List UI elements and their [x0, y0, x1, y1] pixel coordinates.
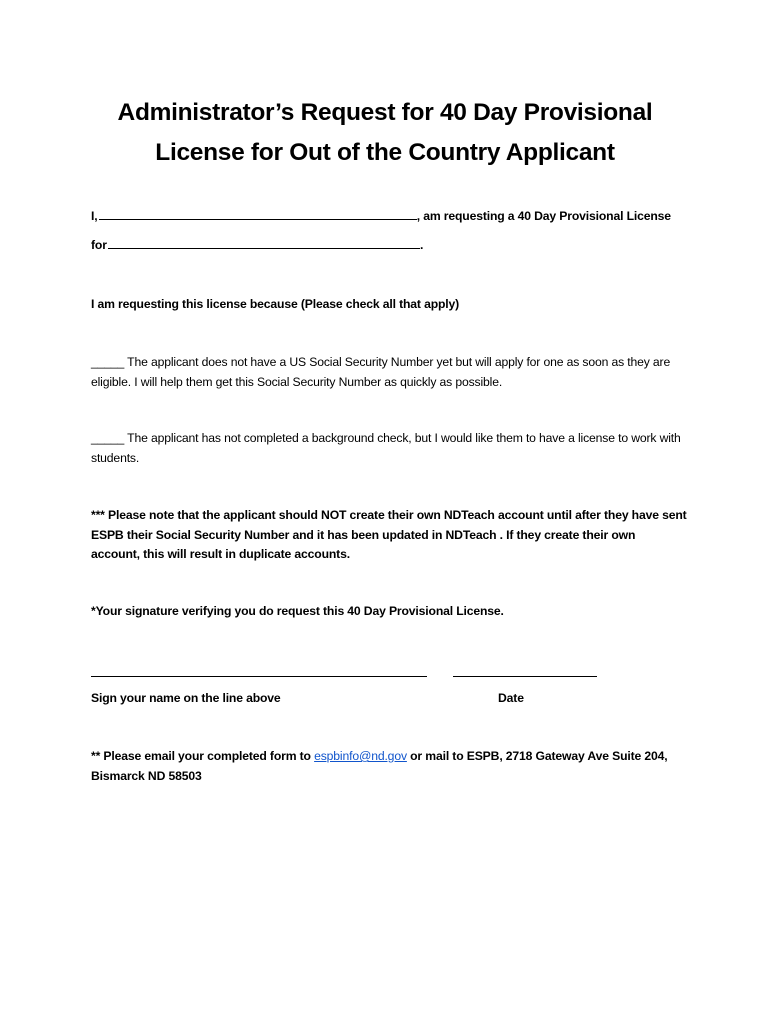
- ndteach-note: *** Please note that the applicant should NOT create their own NDTeach account until after they have sent ESPB their Social Security Number and it has been updated in NDTeach . If they create their own account, this will result in duplicate accounts.: [91, 508, 687, 561]
- footer-prefix: ** Please email your completed form to: [91, 749, 311, 763]
- footer-suffix: or mail to ESPB, 2718 Gateway Ave Suite 204, Bismarck ND 58503: [91, 749, 668, 783]
- date-label: Date: [498, 691, 524, 705]
- signature-line[interactable]: [91, 676, 427, 677]
- reason-checkbox-background-check[interactable]: _____: [91, 431, 125, 445]
- intro-prefix: I,: [91, 209, 98, 223]
- applicant-name-field[interactable]: [108, 237, 420, 249]
- reason-item-background-check: [91, 429, 691, 468]
- intro-suffix: , am requesting a 40 Day Provisional License: [416, 209, 671, 223]
- title-line-1: Administrator’s Request for 40 Day Provisional: [117, 99, 653, 126]
- reason-checkbox-ssn[interactable]: _____: [91, 355, 125, 369]
- document-title: [0, 93, 770, 173]
- intro-line-2: [91, 236, 423, 255]
- reasons-heading: I am requesting this license because (Please check all that apply): [91, 297, 460, 311]
- reason-text-background-check: The applicant has not completed a background check, but I would like them to have a license to work with students.: [91, 431, 681, 465]
- reason-text-ssn: The applicant does not have a US Social Security Number yet but will apply for one as soon as they are eligible. I will help them get this Social Security Number as quickly as possible.: [91, 355, 671, 389]
- footer-instructions: [91, 747, 681, 786]
- date-line[interactable]: [453, 676, 597, 677]
- signature-statement: *Your signature verifying you do request this 40 Day Provisional License.: [91, 604, 504, 618]
- intro-line-1: [91, 207, 671, 226]
- email-link[interactable]: espbinfo@nd.gov: [314, 749, 407, 763]
- reason-item-ssn: [91, 353, 691, 392]
- intro-period: .: [420, 238, 424, 252]
- title-line-2: License for Out of the Country Applicant: [155, 139, 615, 166]
- intro-for-label: for: [91, 238, 107, 252]
- administrator-name-field[interactable]: [99, 208, 417, 220]
- signature-label: Sign your name on the line above: [91, 691, 281, 705]
